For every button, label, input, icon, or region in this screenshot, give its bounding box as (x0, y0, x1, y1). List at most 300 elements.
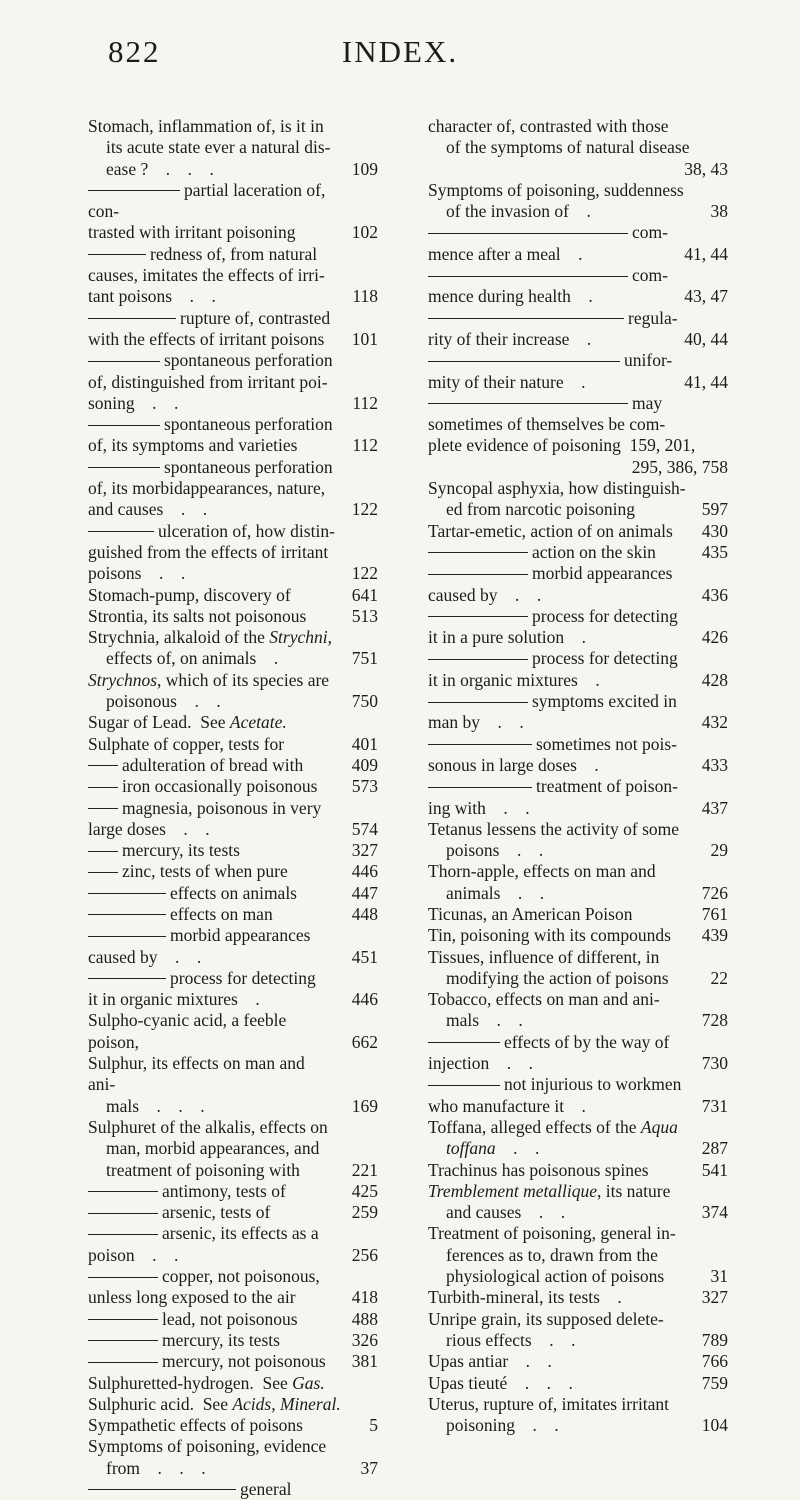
entry-page-number: 430 (701, 520, 728, 541)
ditto-rule (428, 787, 532, 788)
entry-line: process for detecting (88, 968, 378, 989)
ditto-rule (88, 978, 166, 979)
index-entry (88, 606, 378, 627)
entry-line: injection . . (428, 1053, 533, 1074)
entry-line: sometimes of themselves be com- (428, 414, 666, 435)
entry-line: adulteration of bread with (88, 755, 378, 776)
page-title: INDEX. (341, 34, 459, 69)
ditto-rule (428, 659, 528, 660)
entry-line: animals . . (446, 882, 545, 903)
index-entry (428, 159, 728, 180)
entry-line: Trachinus has poisonous spines (428, 1159, 649, 1180)
ditto-rule (428, 233, 628, 234)
entry-line: arsenic, tests of (88, 1202, 378, 1223)
entry-line: mence after a meal . (428, 243, 583, 264)
entry-page-number: 43, 47 (684, 286, 728, 307)
entry-line: ease ? . . . (106, 158, 214, 179)
entry-page-number: 418 (351, 1287, 378, 1308)
entry-line: effects of, on animals . (106, 648, 279, 669)
entry-line: with the effects of irritant poisons (88, 328, 325, 349)
index-entry (428, 1160, 728, 1181)
entry-page-number: 597 (701, 499, 728, 520)
index-entry (428, 1181, 728, 1224)
entry-page-number: 573 (351, 776, 378, 797)
entry-line: morbid appearances (88, 925, 378, 946)
index-entry (428, 563, 728, 606)
index-entry (428, 776, 728, 819)
index-entry (428, 861, 728, 904)
entry-page-number: 374 (701, 1202, 728, 1223)
index-entry (88, 1373, 378, 1394)
entry-line: unifor- (428, 350, 728, 371)
index-entry (428, 1287, 728, 1308)
index-entry (428, 947, 728, 990)
entry-page-number: 751 (351, 648, 378, 669)
entry-line: caused by . . (428, 584, 542, 605)
entry-line: Toffana, alleged effects of the Aqua (428, 1116, 678, 1137)
entry-page-number: 102 (351, 222, 378, 243)
ditto-rule (88, 1234, 158, 1235)
entry-page-number: 122 (351, 563, 378, 584)
index-entry (428, 521, 728, 542)
entry-line: Uterus, rupture of, imitates irritant (428, 1393, 670, 1414)
entry-line: Tetanus lessens the activity of some (428, 818, 680, 839)
index-entry (88, 308, 378, 351)
entry-line: zinc, tests of when pure (88, 861, 378, 882)
entry-line: Thorn-apple, effects on man and (428, 861, 656, 882)
index-entry (88, 883, 378, 904)
ditto-rule (88, 765, 118, 766)
entry-line: ing with . . (428, 797, 530, 818)
entry-line: effects on man (88, 904, 378, 925)
entry-page-number: 40, 44 (684, 328, 728, 349)
index-column-right (428, 116, 728, 1436)
entry-page-number: 731 (701, 1095, 728, 1116)
entry-page-number: 401 (351, 733, 378, 754)
entry-page-number: 287 (701, 1138, 728, 1159)
entry-line: may (428, 393, 728, 414)
entry-line: Sulphuric acid. See Acids, Mineral. (88, 1393, 341, 1414)
index-entry (88, 712, 378, 733)
entry-line: caused by . . (88, 946, 202, 967)
entry-line: Strontia, its salts not poisonous (88, 605, 307, 626)
entry-line: Sulphuret of the alkalis, effects on (88, 1116, 328, 1137)
entry-page-number: 759 (701, 1372, 728, 1393)
ditto-rule (88, 914, 166, 915)
entry-page-number: 437 (701, 797, 728, 818)
entry-line: Ticunas, an American Poison (428, 903, 633, 924)
index-entry (88, 1351, 378, 1372)
index-entry (88, 457, 378, 521)
index-entry (88, 798, 378, 841)
entry-line: Upas antiar . . (428, 1351, 552, 1372)
entry-line: mercury, its tests (88, 840, 378, 861)
entry-line: Strychnos, which of its species are (88, 669, 330, 690)
entry-page-number: 37 (360, 1457, 378, 1478)
entry-line: process for detecting (428, 648, 728, 669)
entry-page-number: 104 (701, 1415, 728, 1436)
entry-line: of, its symptoms and varieties (88, 435, 298, 456)
entry-page-number: 425 (351, 1180, 378, 1201)
index-column-left (88, 116, 378, 1500)
ditto-rule (88, 851, 118, 852)
entry-page-number: 256 (351, 1244, 378, 1265)
ditto-rule (428, 276, 628, 277)
index-entry (88, 1330, 378, 1351)
index-entry (88, 244, 378, 308)
entry-line: Symptoms of poisoning, evidence (88, 1436, 327, 1457)
entry-line: redness of, from natural (88, 244, 378, 265)
index-entry (88, 1479, 378, 1500)
entry-page-number: 451 (351, 946, 378, 967)
entry-line: Stomach-pump, discovery of (88, 584, 291, 605)
ditto-rule (88, 936, 166, 937)
entry-line: poisoning . . (446, 1415, 559, 1436)
entry-line: com- (428, 265, 728, 286)
entry-line: spontaneous perforation (88, 414, 378, 435)
entry-line: not injurious to workmen (428, 1074, 728, 1095)
entry-page-number: 574 (351, 818, 378, 839)
entry-page-number: 448 (351, 903, 378, 924)
entry-page-number: 109 (351, 158, 378, 179)
entry-page-number: 447 (351, 882, 378, 903)
entry-line: spontaneous perforation (88, 457, 378, 478)
index-entry (88, 116, 378, 180)
index-entry (428, 925, 728, 946)
entry-line: action on the skin (428, 542, 728, 563)
entry-page-number: 101 (351, 328, 378, 349)
entry-line: partial laceration of, con- (88, 179, 326, 222)
entry-line: Tin, poisoning with its compounds (428, 925, 671, 946)
entry-line: regula- (428, 308, 728, 329)
index-entry (428, 691, 728, 734)
index-entry (428, 1309, 728, 1352)
index-entry (88, 627, 378, 670)
ditto-rule (428, 552, 528, 553)
ditto-rule (428, 744, 532, 745)
entry-line: Sulpho-cyanic acid, a feeble poison, (88, 1010, 287, 1052)
entry-line: poison . . (88, 1244, 179, 1265)
entry-page-number: 432 (701, 712, 728, 733)
entry-line: soning . . (88, 392, 179, 413)
entry-line: man, morbid appearances, and (106, 1138, 320, 1159)
entry-line: modifying the action of poisons (446, 967, 669, 988)
entry-page-number: 259 (351, 1202, 378, 1223)
ditto-rule (88, 531, 154, 532)
entry-page-number: 728 (701, 1010, 728, 1031)
index-entry (88, 1415, 378, 1436)
index-entry (88, 755, 378, 776)
index-entry (428, 1351, 728, 1372)
entry-line: morbid appearances (428, 563, 728, 584)
index-entry (88, 1053, 378, 1117)
entry-line: spontaneous perforation (88, 350, 378, 371)
ditto-rule (88, 254, 146, 255)
entry-line: large doses . . (88, 818, 210, 839)
entry-page-number: 428 (701, 669, 728, 690)
entry-line: Sulphate of copper, tests for (88, 733, 285, 754)
entry-page-number: 789 (701, 1329, 728, 1350)
entry-line: Tissues, influence of different, in (428, 946, 660, 967)
index-entry (428, 1394, 728, 1437)
index-entry (88, 521, 378, 585)
entry-line: rupture of, contrasted (88, 308, 378, 329)
ditto-rule (88, 1362, 158, 1363)
entry-line: Stomach, inflammation of, is it in (88, 116, 324, 136)
entry-page-number: 112 (352, 435, 378, 456)
entry-page-number: 38, 43 (684, 158, 728, 179)
ditto-rule (88, 1319, 158, 1320)
entry-line: toffana . . (446, 1138, 540, 1159)
ditto-rule (428, 361, 620, 362)
ditto-rule (88, 1277, 158, 1278)
entry-line: process for detecting (428, 606, 728, 627)
ditto-rule (428, 574, 528, 575)
entry-line: copper, not poisonous, (88, 1266, 378, 1287)
entry-line: of, its morbidappearances, nature, (88, 478, 326, 499)
entry-page-number: 112 (352, 392, 378, 413)
index-entry (88, 350, 378, 414)
entry-line: treatment of poisoning with (106, 1159, 300, 1180)
ditto-rule (88, 467, 160, 468)
entry-line: of, distinguished from irritant poi- (88, 371, 328, 392)
index-entry (88, 1223, 378, 1266)
entry-page-number: 641 (351, 584, 378, 605)
entry-line: Upas tieuté . . . (428, 1372, 573, 1393)
entry-line: from . . . (106, 1457, 206, 1478)
index-entry (428, 1074, 728, 1117)
index-entry (428, 478, 728, 521)
index-entry (88, 1266, 378, 1309)
ditto-rule (428, 1085, 500, 1086)
entry-line: Sugar of Lead. See Acetate. (88, 712, 287, 733)
entry-line: unless long exposed to the air (88, 1287, 296, 1308)
index-entry (428, 1223, 728, 1287)
ditto-rule (428, 1042, 500, 1043)
ditto-rule (88, 1191, 158, 1192)
entry-line: Tobacco, effects on man and ani- (428, 989, 660, 1010)
index-entry (428, 1032, 728, 1075)
entry-line: ulceration of, how distin- (88, 521, 378, 542)
entry-page-number: 295, 386, 758 (631, 456, 728, 477)
entry-line: poisonous . . (106, 691, 221, 712)
entry-line: and causes . . (88, 499, 208, 520)
entry-page-number: 22 (710, 967, 728, 988)
index-entry (428, 222, 728, 265)
entry-line: causes, imitates the effects of irri- (88, 265, 325, 286)
entry-line: rity of their increase . (428, 328, 592, 349)
index-entry (88, 734, 378, 755)
entry-page-number: 513 (351, 605, 378, 626)
entry-page-number: 326 (351, 1329, 378, 1350)
entry-page-number: 435 (701, 541, 728, 562)
entry-page-number: 426 (701, 627, 728, 648)
index-entry (88, 904, 378, 925)
entry-line: mercury, not poisonous (88, 1351, 378, 1372)
index-entry (428, 1117, 728, 1160)
entry-line: trasted with irritant poisoning (88, 222, 296, 243)
entry-line: mals . . (446, 1010, 523, 1031)
entry-line: arsenic, its effects as a (88, 1223, 378, 1244)
entry-line: of the symptoms of natural disease (446, 137, 690, 158)
entry-page-number: 662 (351, 1031, 378, 1052)
index-entry (428, 350, 728, 393)
entry-line: symptoms excited in (428, 691, 728, 712)
entry-page-number: 726 (701, 882, 728, 903)
entry-line: guished from the effects of irritant (88, 541, 329, 562)
entry-page-number: 750 (351, 691, 378, 712)
entry-page-number: 766 (701, 1351, 728, 1372)
index-entry (428, 1373, 728, 1394)
entry-line: iron occasionally poisonous (88, 776, 378, 797)
entry-line: poisons . . (446, 840, 544, 861)
entry-line: general (88, 1479, 378, 1500)
entry-page-number: 409 (351, 754, 378, 775)
entry-page-number: 118 (352, 286, 378, 307)
entry-line: mity of their nature . (428, 371, 586, 392)
entry-line: ed from narcotic poisoning (446, 499, 636, 520)
index-entry (428, 734, 728, 777)
entry-line: Symptoms of poisoning, suddenness (428, 179, 684, 200)
entry-line: antimony, tests of (88, 1181, 378, 1202)
index-entry (428, 542, 728, 563)
index-entry (428, 308, 728, 351)
ditto-rule (428, 403, 628, 404)
entry-line: character of, contrasted with those (428, 116, 669, 136)
running-header (0, 34, 800, 74)
entry-page-number: 761 (701, 903, 728, 924)
index-entry (428, 457, 728, 478)
entry-page-number: 488 (351, 1308, 378, 1329)
entry-line: tant poisons . . (88, 286, 216, 307)
entry-line: physiological action of poisons (446, 1266, 665, 1287)
index-entry (88, 414, 378, 457)
ditto-rule (88, 318, 176, 319)
entry-line: Sympathetic effects of poisons (88, 1415, 303, 1436)
entry-line: plete evidence of poisoning 159, 201, (428, 435, 696, 456)
entry-page-number: 433 (701, 754, 728, 775)
entry-line: Tartar-emetic, action of on animals (428, 520, 673, 541)
ditto-rule (88, 1340, 158, 1341)
index-entry (88, 968, 378, 1011)
entry-line: Sulphuretted-hydrogen. See Gas. (88, 1372, 325, 1393)
entry-line: and causes . . (446, 1202, 566, 1223)
index-entry (428, 904, 728, 925)
entry-line: mercury, its tests (88, 1330, 378, 1351)
index-entry (88, 840, 378, 861)
entry-page-number: 446 (351, 861, 378, 882)
entry-line: magnesia, poisonous in very (88, 798, 378, 819)
index-entry (428, 819, 728, 862)
entry-line: sometimes not pois- (428, 734, 728, 755)
index-entry (88, 670, 378, 713)
entry-page-number: 436 (701, 584, 728, 605)
index-entry (88, 1181, 378, 1202)
index-entry (88, 776, 378, 797)
index-entry (88, 1202, 378, 1223)
entry-page-number: 730 (701, 1053, 728, 1074)
entry-page-number: 439 (701, 925, 728, 946)
index-entry (428, 606, 728, 649)
index-entry (88, 925, 378, 968)
entry-line: Syncopal asphyxia, how distinguish- (428, 478, 686, 499)
entry-page-number: 327 (351, 840, 378, 861)
entry-line: who manufacture it . (428, 1095, 586, 1116)
ditto-rule (88, 893, 166, 894)
entry-line: Treatment of poisoning, general in- (428, 1223, 676, 1244)
entry-line: poisons . . (88, 563, 186, 584)
entry-page-number: 31 (710, 1266, 728, 1287)
ditto-rule (88, 361, 160, 362)
entry-line: rious effects . . (446, 1329, 576, 1350)
entry-page-number: 541 (701, 1159, 728, 1180)
ditto-rule (428, 702, 528, 703)
entry-line: com- (428, 222, 728, 243)
entry-page-number: 221 (351, 1159, 378, 1180)
ditto-rule (88, 808, 118, 809)
page-number: 822 (108, 34, 161, 69)
index-entry (88, 585, 378, 606)
index-entry (88, 1436, 378, 1479)
entry-line: it in a pure solution . (428, 627, 586, 648)
entry-line: man by . . (428, 712, 524, 733)
entry-page-number: 5 (369, 1415, 378, 1436)
entry-page-number: 122 (351, 499, 378, 520)
entry-line: lead, not poisonous (88, 1309, 378, 1330)
ditto-rule (88, 1213, 158, 1214)
index-entry (88, 1117, 378, 1181)
index-entry (88, 861, 378, 882)
entry-line: effects of by the way of (428, 1032, 728, 1053)
ditto-rule (88, 190, 180, 191)
index-entry (428, 989, 728, 1032)
entry-line: of the invasion of . (446, 201, 591, 222)
index-entry (428, 393, 728, 457)
entry-line: mals . . . (106, 1095, 205, 1116)
index-entry (88, 1394, 378, 1415)
index-entry (88, 180, 378, 244)
entry-line: Sulphur, its effects on man and ani- (88, 1053, 305, 1095)
entry-line: Unripe grain, its supposed delete- (428, 1308, 664, 1329)
ditto-rule (428, 318, 624, 319)
entry-line: Strychnia, alkaloid of the Strychni, (88, 627, 332, 648)
ditto-rule (88, 425, 160, 426)
entry-page-number: 29 (710, 840, 728, 861)
ditto-rule (428, 616, 528, 617)
entry-page-number: 169 (351, 1095, 378, 1116)
entry-line: sonous in large doses . (428, 754, 599, 775)
entry-line: it in organic mixtures . (88, 989, 260, 1010)
entry-line: ferences as to, drawn from the (446, 1244, 658, 1265)
entry-line: treatment of poison- (428, 776, 728, 797)
index-entry (88, 1309, 378, 1330)
ditto-rule (88, 1489, 236, 1490)
index-entry (428, 648, 728, 691)
index-entry (428, 116, 728, 159)
entry-line: its acute state ever a natural dis- (106, 137, 331, 158)
index-entry (428, 265, 728, 308)
ditto-rule (88, 872, 118, 873)
entry-line: Tremblement metallique, its nature (428, 1180, 671, 1201)
index-entry (88, 1010, 378, 1053)
entry-page-number: 41, 44 (684, 371, 728, 392)
entry-line: mence during health . (428, 286, 593, 307)
entry-page-number: 327 (701, 1287, 728, 1308)
ditto-rule (88, 787, 118, 788)
entry-page-number: 38 (710, 201, 728, 222)
entry-line: it in organic mixtures . (428, 669, 600, 690)
entry-page-number: 41, 44 (684, 243, 728, 264)
